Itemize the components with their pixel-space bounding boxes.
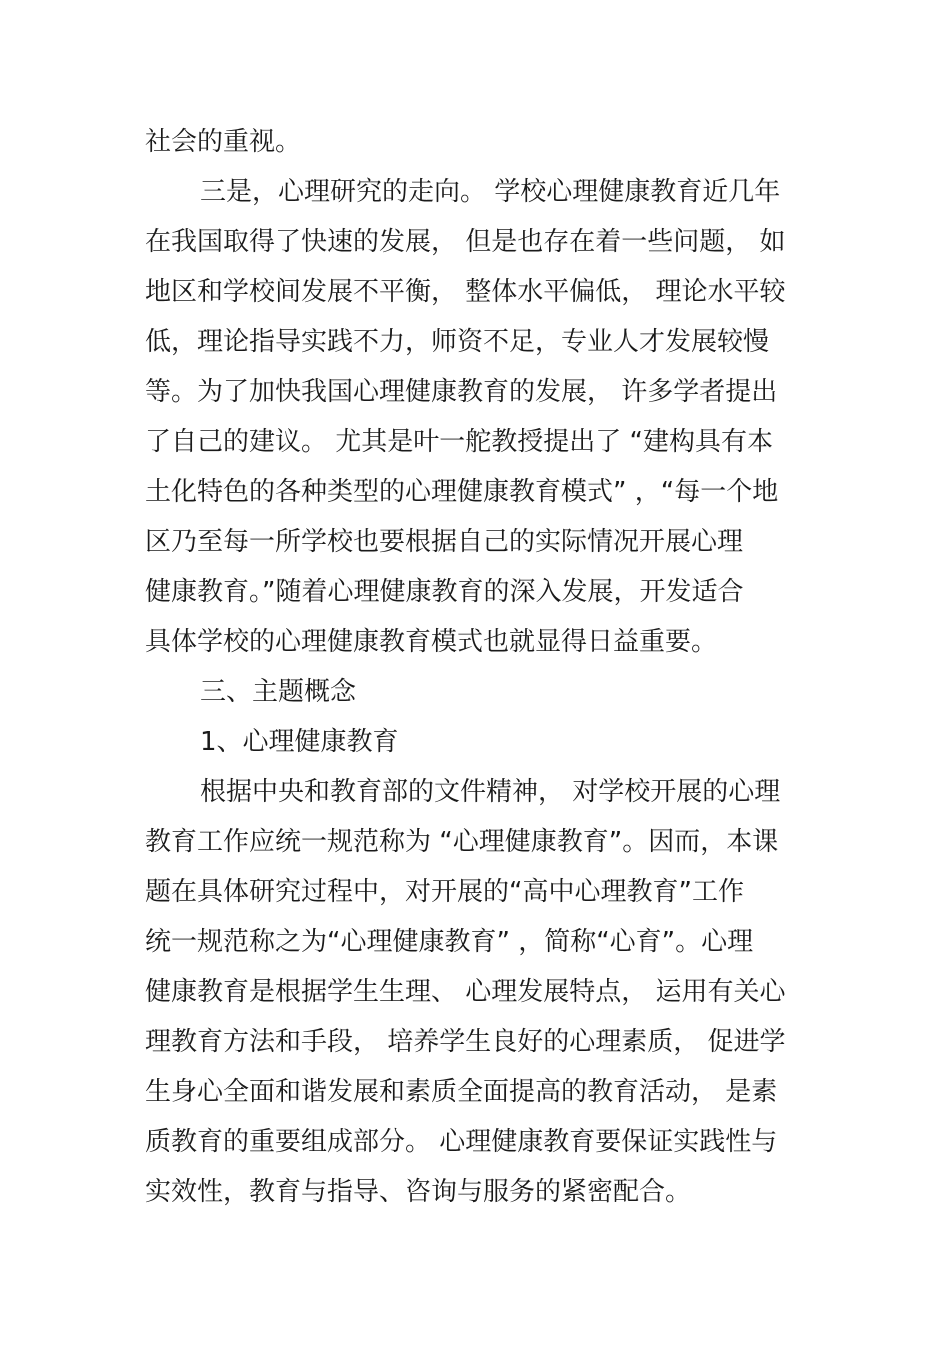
text-line: 在我国取得了快速的发展， 但是也存在着一些问题， 如 [145,227,786,257]
text-line: 社会的重视。 [145,127,302,157]
section-heading: 三、主题概念 [200,677,357,707]
text-line: 统一规范称之为“心理健康教育” ，简称“心育”。心理 [145,927,754,957]
text-line: 三是，心理研究的走向。 学校心理健康教育近几年 [200,177,781,207]
text-line: 等。为了加快我国心理健康教育的发展， 许多学者提出 [145,377,778,407]
text-line: 质教育的重要组成部分。 心理健康教育要保证实践性与 [145,1127,778,1157]
text-line: 具体学校的心理健康教育模式也就显得日益重要。 [145,627,718,657]
text-line: 生身心全面和谐发展和素质全面提高的教育活动， 是素 [145,1077,778,1107]
text-line: 区乃至每一所学校也要根据自己的实际情况开展心理 [145,527,744,557]
text-line: 理教育方法和手段， 培养学生良好的心理素质， 促进学 [145,1027,786,1057]
subsection-heading: 1、心理健康教育 [200,727,399,757]
text-line: 土化特色的各种类型的心理健康教育模式” ，“每一个地 [145,477,779,507]
text-line: 地区和学校间发展不平衡， 整体水平偏低， 理论水平较 [145,277,786,307]
text-line: 健康教育是根据学生生理、 心理发展特点， 运用有关心 [145,977,786,1007]
text-line: 题在具体研究过程中，对开展的“高中心理教育”工作 [145,877,744,907]
text-line: 教育工作应统一规范称为 “心理健康教育”。因而，本课 [145,827,779,857]
text-line: 实效性，教育与指导、咨询与服务的紧密配合。 [145,1177,692,1207]
text-line: 低，理论指导实践不力，师资不足，专业人才发展较慢 [145,327,770,357]
text-line: 健康教育。”随着心理健康教育的深入发展，开发适合 [145,577,744,607]
text-line: 了自己的建议。 尤其是叶一舵教授提出了 “建构具有本 [145,427,773,457]
text-line: 根据中央和教育部的文件精神， 对学校开展的心理 [200,777,781,807]
